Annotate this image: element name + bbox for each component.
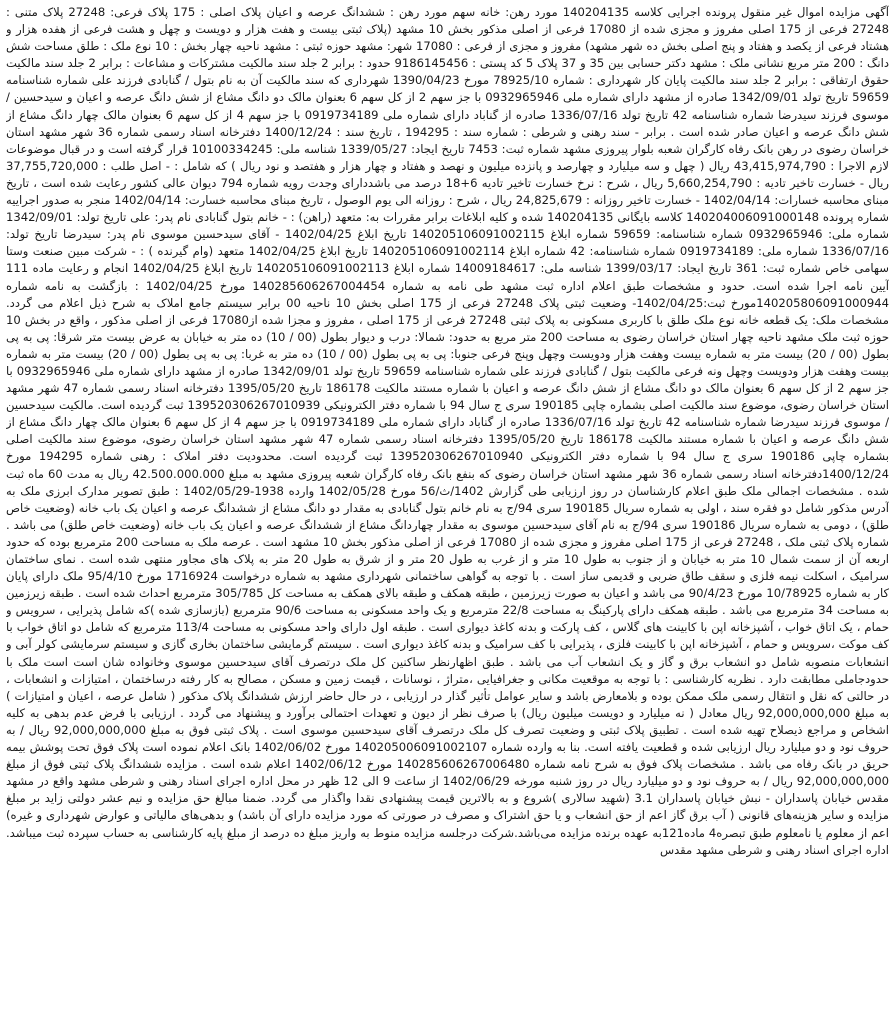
auction-notice	[6, 4, 889, 1026]
notice-body: آگهی مزایده اموال غیر منقول پرونده اجرایی کلاسه 140204135 مورد رهن: خانه سهم مورد رهن : ششدانگ عرصه و اعیان پلاک اصلی : 175 پلاک فرعی: 27248 پلاک متنی : 27248 فرعی از 175 اصلی مفروز و مجزی شده از 17080 فرعی از اصلی مذکور بخش 10 مشهد (پلاک ثبتی بیست و هفت هزار و دویست و چهل و هشت فرعی از هفده هزار و هشتاد فرعی از یکصد و هفتاد و پنج اصلی بخش ده شهر مشهد) مفروز و مجزی از فرعی : 17080 شهر: مشهد حوزه ثبتی : مشهد ناحیه چهار بخش : 10 نوع ملک : طلق مساحت شش دانگ : 200 متر مربع نشانی ملک : مشهد دکتر حسابی بین 35 و 37 پلاک 5 کد پستی : 9186145456 حدود : برابر 2 جلد سند مالکیت مشترکات و مشاعات : برابر 2 جلد سند مالکیت حقوق ارتفاقی : برابر 2 جلد سند مالکیت پایان کار شهرداری : شماره 78925/10 مورخ 1390/04/23 شهرداری که سند مالکیت آن به نام بتول / گنابادی فرزند علی شماره شناسنامه 59659 تاریخ تولد 1342/09/01 صادره از مشهد دارای شماره ملی 0932965946 با جز سهم 2 از کل سهم 6 بعنوان مالک دو دانگ مشاع از شش دانگ عرصه و اعیان و سیدحسین / موسوی فرزند سیدرضا شماره شناسنامه 42 تاریخ تولد 1336/07/16 صادره از گناباد دارای شماره ملی 0919734189 با جز سهم 4 از کل سهم 6 بعنوان مالک چهار دانگ مشاع از شش دانگ عرصه و اعیان صادر شده است . برابر - سند رهنی و شرطی : شماره سند : 194295 ، تاریخ سند : 1400/12/24 دفترخانه اسناد رسمی شماره 36 شهر مشهد استان خراسان رضوی در رهن بانک رفاه کارگران شعبه بلوار پیروزی مشهد شماره ثبت: 7453 تاریخ ایجاد: 1339/05/27 شناسه ملی: 10100334245 قرار گرفته است و در قبال موضوعات لازم الاجرا : 43,415,974,790 ریال ( چهل و سه میلیارد و چهارصد و پانزده میلیون و نهصد و هفتاد و چهار هزار و هفتصد و نود ریال ) که شامل : - اصل طلب : 37,755,720,000 ریال - خسارت تاخیر تادیه : 5,660,254,790 ریال ، شرح : نرخ خسارت تاخیر تادیه 6+18 درصد می باشددارای وجدت رویه شماره 794 دیوان عالی کشور رعایت شده است ، تاریخ مبنای محاسبه خسارات: 1402/04/14 - خسارت تاخیر روزانه : 24,825,679 ریال ، شرح : روزانه الی یوم الوصول ، تاریخ مبنای محاسبه خسارت: 1402/04/14 منجر به صدور اجراییه شماره پرونده 140204006091000148 کلاسه بایگانی 140204135 شده و کلیه ابلاغات برابر مقررات به: متعهد (راهن) : - خانم بتول گنابادی نام پدر: علی تاریخ تولد: 1342/09/01 شماره ملی: 0932965946 شماره شناسنامه: 59659 شماره ابلاغ 140205106091002115 تاریخ ابلاغ 1402/04/25 - آقای سیدحسین موسوی نام پدر: سیدرضا تاریخ تولد: 1336/07/16 شماره ملی: 0919734189 شماره شناسنامه: 42 شماره ابلاغ 140205106091002114 تاریخ ابلاغ 1402/04/25 متعهد (وام گیرنده ) : - شرکت مبین صنعت وستا سهامی خاص شماره ثبت: 361 تاریخ ایجاد: 1399/03/17 شناسه ملی: 14009184617 شماره ابلاغ 140205106091002113 تاریخ ابلاغ 1402/04/25 انجام و رعایت ماده 111 آیین نامه اجرا شده است. حدود و مشخصات طبق اعلام اداره ثبت مشهد طی نامه به شماره 140285606267004454 مورخ 1402/04/25 : بازگشت به نامه شماره 140205806091000944مورخ ثبت:1402/04/25- وضعیت ثبتی پلاک 27248 فرعی از 175 اصلی بخش 10 ناحیه 00 برابر سیستم جامع املاک به شرح ذیل اعلام می گردد. مشخصات ملک: یک قطعه خانه نوع ملک طلق با کاربری مسکونی به پلاک ثبتی 27248 فرعی از 175 اصلی ، مفروز و مجزا شده از17080 فرعی از اصلی مذکور ، واقع در بخش 10 حوزه ثبت ملک مشهد ناحیه چهار استان خراسان رضوی به مساحت 200 متر مربع به حدود: شمالا: درب و دیوار بطول (00 / 10) ده متر به خیابان به عرض بیست متر شرقا: پی به پی بطول (00 / 20) بیست متر به شماره بیست وهفت هزار ودویست وچهل وپنج فرعی جنوبا: پی به پی بطول (00 / 10) ده متر به غربا: پی به پی بطول (00 / 20) بیست متر به شماره بیست وهفت هزار ودویست وچهل ونه فرعی مالکیت بتول / گنابادی فرزند علی شماره شناسنامه 59659 تاریخ تولد 1342/09/01 صادره از مشهد دارای شماره ملی 0932965946 با جز سهم 2 از کل سهم 6 بعنوان مالک دو دانگ مشاع از شش دانگ عرصه و اعیان با شماره مستند مالکیت 186178 تاریخ 1395/05/20 دفترخانه اسناد رسمی شماره 47 شهر مشهد استان خراسان رضوی، موضوع سند مالکیت اصلی بشماره چاپی 190185 سری ج سال 94 با شماره دفتر الکترونیکی 139520306267010939 ثبت گردیده است. مالکیت سیدحسین / موسوی فرزند سیدرضا شماره شناسنامه 42 تاریخ تولد 1336/07/16 صادره از گناباد دارای شماره ملی 0919734189 با جز سهم 4 از کل سهم 6 بعنوان مالک چهار دانگ مشاع از شش دانگ عرصه و اعیان با شماره مستند مالکیت 186178 تاریخ 1395/05/20 دفترخانه اسناد رسمی شماره 47 شهر مشهد استان خراسان رضوی، موضوع سند مالکیت اصلی بشماره چاپی 190186 سری ج سال 94 با شماره دفتر الکترونیکی 139520306267010940 ثبت گردیده است. محدودیت دفتر املاک : رهنی شماره 194295 مورخ 1400/12/24دفترخانه اسناد رسمی شماره 36 شهر مشهد استان خراسان رضوی که بنفع بانک رفاه کارگران شعبه پیروزی مشهد به مبلغ 42.500.000.000 ریال به مدت 60 ماه ثبت شده . مشخصات اجمالی ملک طبق اعلام کارشناسان در روز ارزیابی طی گزارش 1402/ث/56 مورخ 1402/05/28 وارده 1938-1402/05/29 : طبق تصویر مدارک ابرزی ملک به آدرس مذکور شامل دو فقره سند ، اولی به شماره سریال 190185 سری 94/ج به نام خانم بتول گنابادی به مقدار دو دانگ مشاع از ششدانگ عرصه و اعیان یک باب خانه (وضعیت خاص طلق) ، دومی به شماره سریال 190186 سری 94/ج به نام آقای سیدحسین موسوی به مقدار چهاردانگ مشاع از ششدانگ عرصه و اعیان یک باب خانه (وضعیت خاص طلق) می باشد . شماره پلاک ثبتی ملک ، 27248 فرعی از 175 اصلی مفروز و مجزی شده از 17080 فرعی از اصلی مذکور بخش 10 مشهد است . عرصه ملک به مساحت 200 مترمربع بوده که حدود اربعه آن از سمت شمال 10 متر به خیابان و از جنوب به طول 10 متر و از غرب به طول 20 متر و از شرق به طول 20 متر به پلاک های مجاور منتهی شده است . نمای ساختمان سرامیک ، اسکلت نیمه فلزی و سقف طاق ضربی و قدیمی ساز است . با توجه به گواهی ساختمانی شهرداری مشهد به شماره درخواست 1716924 مورخ 95/4/10 ملک دارای پایان کار به شماره 10/78925 مورخ 90/4/23 می باشد و اعیان به صورت زیرزمین ، طبقه همکف و طبقه بالای همکف به مساحت کل 305/785 مترمربع احداث شده است . طبقه زیرزمین به مساحت 34 مترمربع می باشد . طبقه همکف دارای پارکینگ به مساحت 22/8 مترمربع و یک واحد مسکونی به مساحت 90/6 مترمربع (بازسازی شده )که شامل پذیرایی ، سرویس و حمام ، یک اتاق خواب ، آشپزخانه اپن با کابینت های گلاس ، کف پارکت و بدنه کاغذ دیواری است . طبقه اول دارای واحد مسکونی به مساحت 113/4 مترمربع که شامل دو اتاق خواب با کف موکت ،سرویس و حمام ، آشپزخانه اپن با کابینت فلزی ، پذیرایی با کف سرامیک و بدنه کاغذ دیواری است . سیستم گرمایشی ساختمان بخاری گازی و سیستم سرمایشی کولر آبی و انشعابات منصوبه شامل دو انشعاب برق و گاز و یک انشعاب آب می باشد . طبق اظهارنظر ساکنین کل ملک درتصرف آقای سیدحسین موسوی وخانواده شان است است ملک با حدودجاملی مطابقت دارد . نظریه کارشناسی : با توجه به موقعیت مکانی و جغرافیایی ،متراژ ، نوسانات ، قیمت زمین و مسکن ، مصالح به کار رفته درساختمان ، امتیازات و انشعابات ، در حالتی که نقل و انتقال رسمی ملک ممکن بوده و بلامعارض باشد و سایر عوامل تأثیر گذار در ارزیابی ، در حال حاضر ارزش ششدانگ پلاک مذکور ( شامل عرصه ، اعیان و امتیازات ) به مبلغ 92,000,000,000 ریال معادل ( نه میلیارد و دویست میلیون ریال) با صرف نظر از دیون و تعهدات احتمالی برآورد و پیشنهاد می گردد . ارزیابی با فرض عدم بدهی به کلیه اشخاص و مراجع ذیصلاح تهیه شده است . تطبیق پلاک ثبتی و وضعیت تصرف کل ملک درتصرف آقای سیدحسین موسوی است . پلاک ثبتی فوق به مبلغ 92,000,000,000 ریال / به حروف نود و دو میلیارد ریال ارزیابی شده و قطعیت یافته است. بنا به وارده شماره 140205006091002107 مورخ 1402/06/02 بانک اعلام نموده است پلاک فوق تحت پوشش بیمه حریق در بانک رفاه می باشد . مشخصات پلاک فوق به شرح نامه شماره 140285606267006480 مورخ 1402/06/12 اعلام شده است . مزایده ششدانگ پلاک ثبتی فوق از مبلغ 92,000,000,000 ریال / به حروف نود و دو میلیارد ریال در روز شنبه مورخه 1402/06/29 از ساعت 9 الی 12 ظهر در محل اداره اجرای اسناد رهنی و شرطی مشهد واقع در مشهد مقدس خیابان پاسداران - نبش خیابان پاسداران 3.1 (شهید سالاری )شروع و به بالاترین قیمت پیشنهادی نقدا واگذار می گردد. ضمنا مبالغ حق مزایده و نیم عشر دولتی زاید بر مبلغ مزایده و سایر هزینه‌های قانونی ( آب برق گاز اعم از حق انشعاب و یا حق اشتراک و مصرف در صورتی که مورد مزایده دارای آن باشد) و بدهی‌های مالیاتی و عوارض شهرداری و غیره) اعم از معلوم یا نامعلوم طبق تبصره4 ماده121به عهده برنده مزایده می‌باشد.شرکت درجلسه مزایده منوط به واریز مبلغ ده درصد از مبلغ پایه کارشناسی به حساب سپرده ثبت میباشد. اداره اجرای اسناد رهنی و شرطی مشهد مقدس	[6, 5, 889, 857]
